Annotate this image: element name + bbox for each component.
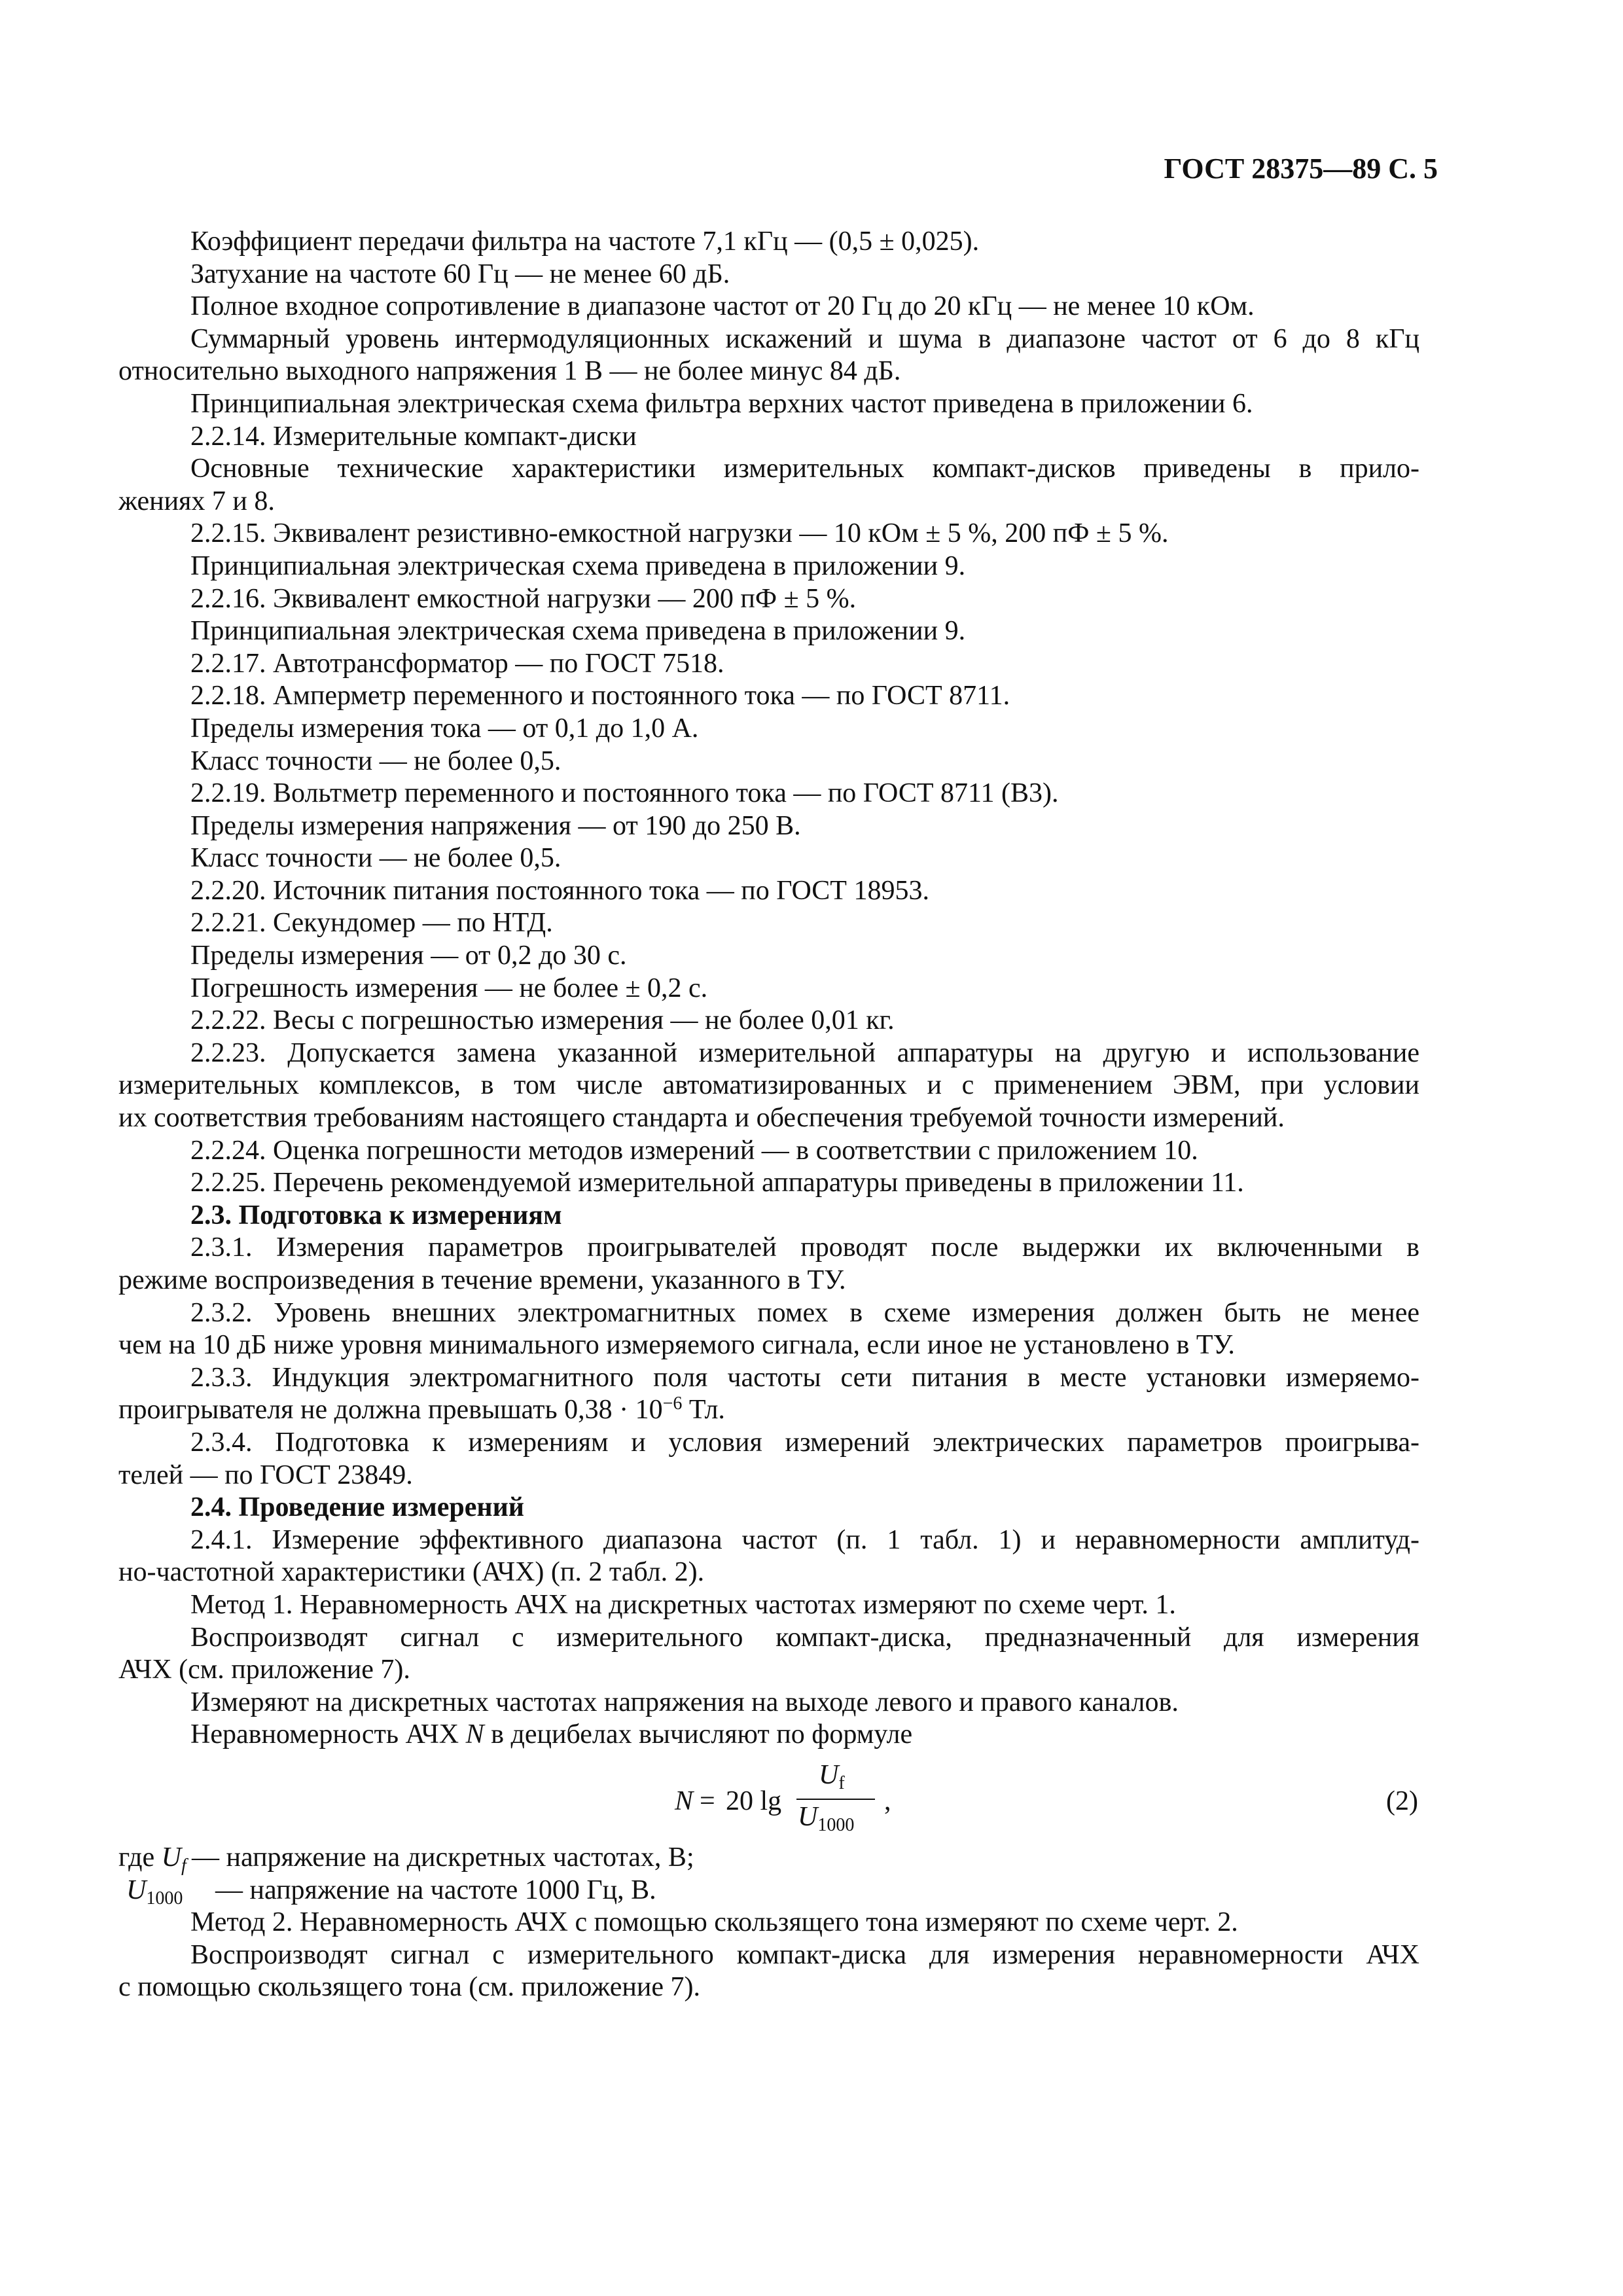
formula-equals: = — [700, 1785, 715, 1816]
clause-2-2-14: 2.2.14. Измерительные компакт-диски — [190, 421, 637, 452]
text-line: Метод 2. Неравномерность АЧХ с помощью скользящего тона измеряют по схеме черт. 2. — [190, 1907, 1238, 1938]
text-line: Класс точности — не более 0,5. — [190, 843, 562, 874]
clause-2-2-25: 2.2.25. Перечень рекомендуемой измерительной аппаратуры приведены в приложении 11. — [190, 1168, 1244, 1198]
where-word: где — [118, 1842, 155, 1873]
where-text: — напряжение на дискретных частотах, В; — [192, 1842, 694, 1873]
text-line: Основные технические характеристики измерительных компакт-дисков приведены в прило- — [190, 454, 1419, 484]
clause-2-3-1: 2.3.1. Измерения параметров проигрывателей проводят после выдержки их включенными в — [190, 1232, 1419, 1263]
text-line: их соответствия требованиям настоящего стандарта и обеспечения требуемой точности измерений. — [118, 1103, 1285, 1134]
text-line: телей — по ГОСТ 23849. — [118, 1460, 413, 1490]
formula-fraction — [796, 1759, 882, 1835]
formula-comma: , — [884, 1785, 891, 1816]
clause-2-4-1: 2.4.1. Измерение эффективного диапазона частот (п. 1 табл. 1) и неравномерности амплитуд- — [190, 1524, 1419, 1555]
text-segment: Неравномерность АЧХ — [190, 1719, 459, 1750]
text-line — [118, 1394, 1419, 1427]
formula-2 — [118, 1751, 1419, 1842]
where-text: — напряжение на частоте 1000 Гц, В. — [215, 1874, 656, 1905]
text-line: Затухание на частоте 60 Гц — не менее 60 дБ. — [190, 259, 730, 289]
text-line: с помощью скользящего тона (см. приложение 7). — [118, 1972, 700, 2003]
text-line: Коэффициент передачи фильтра на частоте 7,1 кГц — (0,5 ± 0,025). — [190, 226, 980, 257]
section-heading-2-3: 2.3. Подготовка к измерениям — [190, 1200, 562, 1230]
clause-2-2-15: 2.2.15. Эквивалент резистивно-емкостной нагрузки — 10 кОм ± 5 %, 200 пФ ± 5 %. — [190, 518, 1169, 549]
clause-2-2-19: 2.2.19. Вольтметр переменного и постоянного тока — по ГОСТ 8711 (В3). — [190, 778, 1059, 809]
fraction-denominator — [798, 1801, 854, 1833]
denominator-sub: 1000 — [817, 1814, 855, 1835]
clause-2-2-21: 2.2.21. Секундомер — по НТД. — [190, 908, 553, 939]
denominator-var: U — [798, 1801, 818, 1832]
where-var: U — [161, 1842, 181, 1873]
fraction-bar — [796, 1799, 875, 1800]
where-label — [118, 1842, 187, 1874]
fraction-numerator — [819, 1759, 845, 1791]
text-line: жениях 7 и 8. — [118, 486, 275, 516]
text-segment: Тл. — [682, 1395, 725, 1426]
clause-2-2-22: 2.2.22. Весы с погрешностью измерения — не более 0,01 кг. — [190, 1005, 895, 1036]
formula-coefficient: 20 lg — [726, 1785, 782, 1816]
text-segment: проигрывателя не должна превышать 0,38 · 10 — [118, 1395, 663, 1426]
text-line: Измеряют на дискретных частотах напряжения на выходе левого и правого каналов. — [190, 1687, 1179, 1717]
clause-2-2-24: 2.2.24. Оценка погрешности методов измерений — в соответствии с приложением 10. — [190, 1135, 1198, 1166]
text-line: Метод 1. Неравномерность АЧХ на дискретных частотах измеряют по схеме черт. 1. — [190, 1589, 1176, 1620]
where-line-uf — [118, 1842, 1419, 1874]
text-line: чем на 10 дБ ниже уровня минимального измеряемого сигнала, если иное не установлено в ТУ. — [118, 1330, 1235, 1361]
text-line: Воспроизводят сигнал с измерительного компакт-диска для измерения неравномерности АЧХ — [190, 1939, 1419, 1970]
formula-lhs: N — [675, 1785, 694, 1816]
text-line: Пределы измерения тока — от 0,1 до 1,0 А. — [190, 713, 699, 744]
where-line-u1000 — [118, 1874, 1419, 1907]
text-line: Класс точности — не более 0,5. — [190, 745, 562, 776]
text-line: Принципиальная электрическая схема приведена в приложении 9. — [190, 616, 966, 647]
page-header: ГОСТ 28375—89 С. 5 — [1164, 152, 1438, 185]
numerator-sub: f — [838, 1772, 845, 1793]
clause-2-2-23: 2.2.23. Допускается замена указанной измерительной аппаратуры на другую и использование — [190, 1037, 1419, 1068]
clause-2-2-18: 2.2.18. Амперметр переменного и постоянного тока — по ГОСТ 8711. — [190, 681, 1010, 711]
clause-2-3-3: 2.3.3. Индукция электромагнитного поля частоты сети питания в месте установки измеряемо- — [190, 1362, 1419, 1393]
where-sub: f — [181, 1855, 187, 1876]
text-line: Суммарный уровень интермодуляционных искажений и шума в диапазоне частот от 6 до 8 кГц — [190, 323, 1419, 354]
text-line: Принципиальная электрическая схема приведена в приложении 9. — [190, 550, 966, 581]
text-line: Воспроизводят сигнал с измерительного компакт-диска, предназначенный для измерения — [190, 1622, 1419, 1653]
text-line: режиме воспроизведения в течение времени, указанного в ТУ. — [118, 1265, 846, 1295]
equation-number: (2) — [1386, 1785, 1418, 1816]
exponent: −6 — [662, 1393, 683, 1414]
text-line: Пределы измерения — от 0,2 до 30 с. — [190, 941, 627, 971]
text-line: но-частотной характеристики (АЧХ) (п. 2 табл. 2). — [118, 1557, 705, 1588]
text-line: Принципиальная электрическая схема фильтра верхних частот приведена в приложении 6. — [190, 388, 1253, 419]
clause-2-3-2: 2.3.2. Уровень внешних электромагнитных помех в схеме измерения должен быть не менее — [190, 1297, 1419, 1328]
text-line — [118, 1719, 1419, 1751]
text-line: АЧХ (см. приложение 7). — [118, 1655, 410, 1685]
clause-2-2-17: 2.2.17. Автотрансформатор — по ГОСТ 7518. — [190, 648, 724, 679]
text-line: относительно выходного напряжения 1 В — не более минус 84 дБ. — [118, 356, 901, 387]
document-body — [118, 226, 1419, 2004]
text-segment: в децибелах вычисляют по формуле — [484, 1719, 913, 1750]
numerator-var: U — [819, 1759, 839, 1790]
clause-2-2-20: 2.2.20. Источник питания постоянного тока — по ГОСТ 18953. — [190, 875, 929, 906]
clause-2-3-4: 2.3.4. Подготовка к измерениям и условия измерений электрических параметров проигрыва- — [190, 1427, 1419, 1458]
clause-2-2-16: 2.2.16. Эквивалент емкостной нагрузки — 200 пФ ± 5 %. — [190, 583, 857, 614]
text-line: Погрешность измерения — не более ± 0,2 с. — [190, 973, 708, 1003]
where-var-u1000 — [126, 1874, 183, 1907]
variable-n: N — [465, 1719, 484, 1750]
where-sub: 1000 — [146, 1888, 183, 1909]
text-line: Пределы измерения напряжения — от 190 до 250 В. — [190, 810, 801, 841]
section-heading-2-4: 2.4. Проведение измерений — [190, 1492, 525, 1523]
text-line: Полное входное сопротивление в диапазоне частот от 20 Гц до 20 кГц — не менее 10 кОм. — [190, 291, 1255, 322]
text-line: измерительных комплексов, в том числе автоматизированных и с применением ЭВМ, при условии — [118, 1070, 1419, 1101]
where-var: U — [126, 1874, 147, 1905]
